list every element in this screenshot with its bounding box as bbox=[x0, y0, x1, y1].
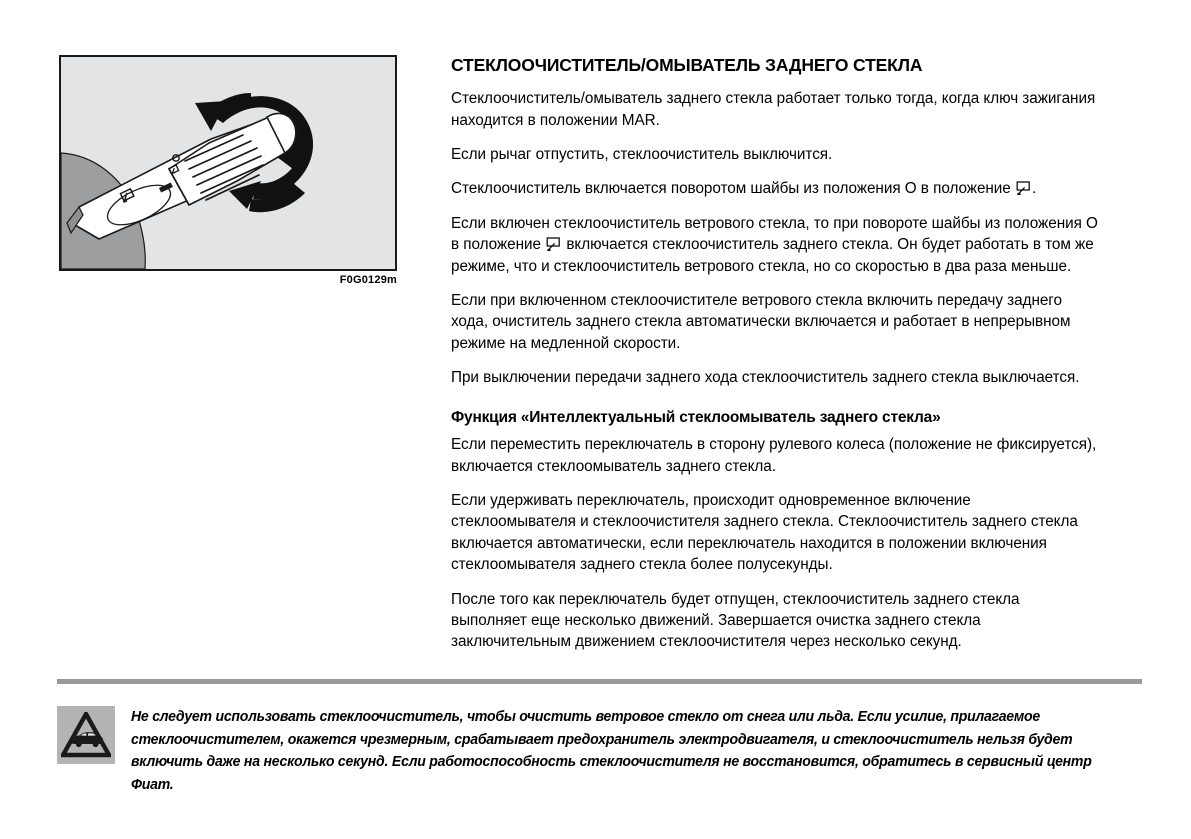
paragraph: Стеклоочиститель/омыватель заднего стекла работает только тогда, когда ключ зажигания находится в положении MAR. bbox=[451, 90, 1096, 129]
paragraph: Если рычаг отпустить, стеклоочиститель выключится. bbox=[451, 145, 833, 163]
paragraph: Если переместить переключатель в сторону рулевого колеса (положение не фиксируется), включается стеклоомыватель заднего стекла. bbox=[451, 436, 1097, 475]
page-title: СТЕКЛООЧИСТИТЕЛЬ/ОМЫВАТЕЛЬ ЗАДНЕГО СТЕКЛА bbox=[451, 55, 923, 75]
car-in-triangle-warning-icon bbox=[57, 706, 115, 764]
article-content bbox=[451, 55, 1099, 653]
figure-image-frame bbox=[59, 55, 397, 271]
warning-triangle-car-glyph bbox=[61, 712, 111, 758]
warning-text: Не следует использовать стеклоочиститель, чтобы очистить ветровое стекло от снега или льда. Если усилие, прилагаемое стеклоочистителем, окажется чрезмерным, срабатывает предохранитель электродвигателя, и стеклоочиститель нельзя будет включить даже на несколько секунд. Если работоспособность стеклоочистителя не восстановится, обратитесь в сервисный центр Фиат. bbox=[131, 709, 1092, 793]
rear-wiper-symbol-icon bbox=[1016, 181, 1031, 195]
paragraph: Если удерживать переключатель, происходит одновременное включение стеклоомывателя и стеклоочистителя заднего стекла. Стеклоочиститель заднего стекла включается автоматически, если переключатель находится в положении включения стеклоомывателя заднего стекла более полусекунды. bbox=[451, 492, 1078, 574]
paragraph: Стеклоочиститель включается поворотом шайбы из положения O в положение . bbox=[451, 180, 1037, 198]
paragraph: Если включен стеклоочиститель ветрового стекла, то при повороте шайбы из положения O в положение включается стеклоочиститель заднего стекла. Он будет работать в том же режиме, что и стеклоочиститель ветрового стекла, но со скоростью в два раза меньше. bbox=[451, 214, 1098, 275]
paragraph: После того как переключатель будет отпущен, стеклоочиститель заднего стекла выполняет еще несколько движений. Завершается очистка заднего стекла заключительным движением стеклоочистителя через несколько секунд. bbox=[451, 590, 1020, 651]
rear-wiper-symbol-icon bbox=[546, 237, 561, 251]
o-position-symbol: O bbox=[904, 180, 917, 198]
figure-block bbox=[59, 55, 399, 286]
paragraph: При выключении передачи заднего хода стеклоочиститель заднего стекла выключается. bbox=[451, 369, 1080, 387]
figure-caption: F0G0129m bbox=[339, 274, 397, 286]
subsection-title: Функция «Интеллектуальный стеклоомыватель заднего стекла» bbox=[451, 408, 941, 426]
warning-block bbox=[57, 706, 1142, 796]
warning-divider-rule bbox=[57, 679, 1142, 684]
rear-wiper-stalk-rotation-illustration bbox=[61, 57, 395, 269]
o-position-symbol: O bbox=[1086, 214, 1098, 232]
paragraph: Если при включенном стеклоочистителе ветрового стекла включить передачу заднего хода, очиститель заднего стекла автоматически включается и работает в непрерывном режиме на медленной скорости. bbox=[451, 291, 1071, 352]
